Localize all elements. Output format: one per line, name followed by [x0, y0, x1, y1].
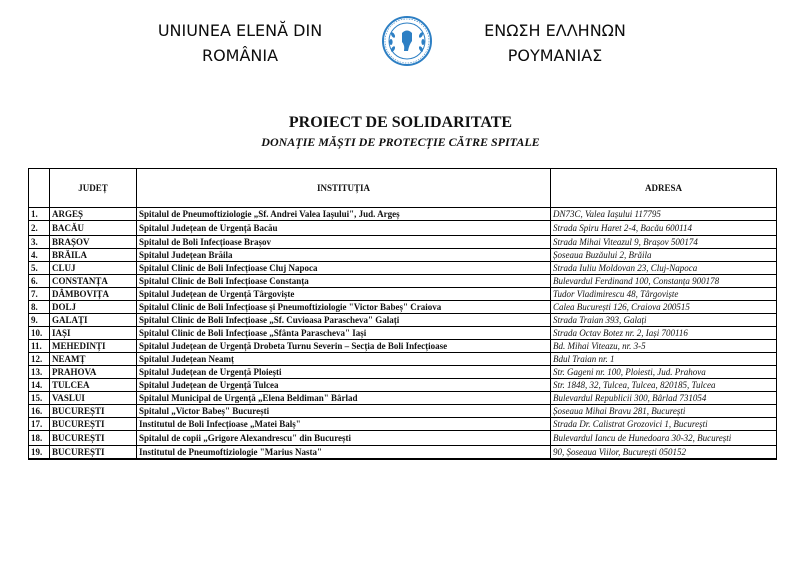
- row-judet: DÂMBOVIȚA: [50, 288, 137, 301]
- table-row: [29, 405, 777, 418]
- row-adresa: Strada Mihai Viteazul 9, Brașov 500174: [551, 236, 777, 249]
- row-institutia: Spitalul Județean Brăila: [137, 249, 551, 262]
- table-row: [29, 366, 777, 379]
- header-right-line1: ΕΝΩΣΗ ΕΛΛΗΝΩΝ: [484, 21, 626, 40]
- table-row: [29, 379, 777, 392]
- row-adresa: Șoseaua Buzăului 2, Brăila: [551, 249, 777, 262]
- row-number: 17.: [29, 418, 50, 431]
- row-institutia: Spitalul Municipal de Urgență „Elena Beldiman" Bârlad: [137, 392, 551, 405]
- table-row: [29, 236, 777, 249]
- row-judet: BACĂU: [50, 221, 137, 236]
- header-left: [140, 18, 340, 68]
- row-institutia: Spitalul de Pneumoftiziologie „Sf. Andrei Valea Iașului", Jud. Argeș: [137, 208, 551, 221]
- row-judet: IAȘI: [50, 327, 137, 340]
- row-institutia: Spitalul Clinic de Boli Infecțioase Cluj Napoca: [137, 262, 551, 275]
- row-adresa: Șoseaua Mihai Bravu 281, București: [551, 405, 777, 418]
- row-number: 7.: [29, 288, 50, 301]
- row-number: 4.: [29, 249, 50, 262]
- row-adresa: Bd. Mihai Viteazu, nr. 3-5: [551, 340, 777, 353]
- row-institutia: Spitalul Județean de Urgență Bacău: [137, 221, 551, 236]
- row-judet: ARGEȘ: [50, 208, 137, 221]
- organization-seal-logo: [381, 15, 433, 67]
- row-institutia: Spitalul Clinic de Boli Infecțioase și Pneumoftiziologie "Victor Babeș" Craiova: [137, 301, 551, 314]
- table-row: [29, 418, 777, 431]
- row-adresa: Calea București 126, Craiova 200515: [551, 301, 777, 314]
- row-number: 11.: [29, 340, 50, 353]
- row-judet: NEAMȚ: [50, 353, 137, 366]
- table-header-row: [29, 169, 777, 208]
- row-institutia: Spitalul Județean Neamț: [137, 353, 551, 366]
- row-institutia: Institutul de Boli Infecțioase „Matei Balș": [137, 418, 551, 431]
- row-number: 1.: [29, 208, 50, 221]
- table-row: [29, 208, 777, 221]
- header-right-line2: ΡΟΥΜΑΝΙΑΣ: [507, 46, 603, 65]
- row-institutia: Spitalul de copii „Grigore Alexandrescu" din București: [137, 431, 551, 446]
- row-number: 5.: [29, 262, 50, 275]
- header-left-line1: UNIUNEA ELENĂ DIN: [157, 21, 323, 40]
- row-institutia: Spitalul Județean de Urgență Ploiești: [137, 366, 551, 379]
- row-judet: CONSTANȚA: [50, 275, 137, 288]
- row-adresa: DN73C, Valea Iașului 117795: [551, 208, 777, 221]
- row-adresa: 90, Șoseaua Viilor, București 050152: [551, 446, 777, 460]
- row-adresa: Str. 1848, 32, Tulcea, Tulcea, 820185, Tulcea: [551, 379, 777, 392]
- table-row: [29, 340, 777, 353]
- row-number: 10.: [29, 327, 50, 340]
- row-judet: GALAȚI: [50, 314, 137, 327]
- row-number: 8.: [29, 301, 50, 314]
- row-adresa: Strada Dr. Calistrat Grozovici 1, București: [551, 418, 777, 431]
- header-judet: JUDEȚ: [50, 169, 137, 208]
- page-subtitle: DONAȚIE MĂȘTI DE PROTECȚIE CĂTRE SPITALE: [261, 135, 540, 149]
- table-row: [29, 431, 777, 446]
- row-adresa: Bulevardul Ferdinand 100, Constanța 900178: [551, 275, 777, 288]
- row-adresa: Bdul Traian nr. 1: [551, 353, 777, 366]
- row-number: 15.: [29, 392, 50, 405]
- row-number: 2.: [29, 221, 50, 236]
- row-adresa: Strada Iuliu Moldovan 23, Cluj-Napoca: [551, 262, 777, 275]
- row-judet: PRAHOVA: [50, 366, 137, 379]
- header-number: [29, 169, 50, 208]
- row-adresa: Tudor Vladimirescu 48, Târgoviște: [551, 288, 777, 301]
- table-row: [29, 249, 777, 262]
- row-institutia: Spitalul de Boli Infecțioase Brașov: [137, 236, 551, 249]
- row-institutia: Spitalul Județean de Urgență Drobeta Turnu Severin – Secția de Boli Infecțioase: [137, 340, 551, 353]
- hospitals-table: [28, 168, 777, 460]
- row-adresa: Str. Gageni nr. 100, Ploiesti, Jud. Prahova: [551, 366, 777, 379]
- header-right: [455, 18, 655, 68]
- row-adresa: Bulevardul Republicii 300, Bârlad 731054: [551, 392, 777, 405]
- row-number: 16.: [29, 405, 50, 418]
- row-institutia: Spitalul Clinic de Boli Infecțioase „Sfânta Parascheva" Iași: [137, 327, 551, 340]
- table-row: [29, 262, 777, 275]
- table-row: [29, 446, 777, 460]
- page-title: PROIECT DE SOLIDARITATE: [288, 114, 513, 131]
- table-row: [29, 275, 777, 288]
- row-judet: CLUJ: [50, 262, 137, 275]
- row-institutia: Spitalul „Victor Babeș" București: [137, 405, 551, 418]
- row-institutia: Spitalul Județean de Urgență Tulcea: [137, 379, 551, 392]
- row-institutia: Spitalul Clinic de Boli Infecțioase Constanța: [137, 275, 551, 288]
- row-judet: BUCUREȘTI: [50, 405, 137, 418]
- row-adresa: Strada Spiru Haret 2-4, Bacău 600114: [551, 221, 777, 236]
- header-adresa: ADRESA: [551, 169, 777, 208]
- row-institutia: Spitalul Clinic de Boli Infecțioase „Sf. Cuvioasa Parascheva" Galați: [137, 314, 551, 327]
- table-row: [29, 353, 777, 366]
- row-judet: TULCEA: [50, 379, 137, 392]
- row-institutia: Institutul de Pneumoftiziologie "Marius Nasta": [137, 446, 551, 460]
- row-judet: VASLUI: [50, 392, 137, 405]
- row-number: 12.: [29, 353, 50, 366]
- row-number: 9.: [29, 314, 50, 327]
- header-institutia: INSTITUȚIA: [137, 169, 551, 208]
- row-judet: DOLJ: [50, 301, 137, 314]
- row-number: 3.: [29, 236, 50, 249]
- table-row: [29, 327, 777, 340]
- row-number: 14.: [29, 379, 50, 392]
- row-number: 18.: [29, 431, 50, 446]
- table-row: [29, 288, 777, 301]
- row-institutia: Spitalul Județean de Urgență Târgoviște: [137, 288, 551, 301]
- row-judet: BRĂILA: [50, 249, 137, 262]
- row-adresa: Strada Traian 393, Galați: [551, 314, 777, 327]
- row-judet: BRAȘOV: [50, 236, 137, 249]
- row-judet: BUCUREȘTI: [50, 418, 137, 431]
- row-judet: MEHEDINȚI: [50, 340, 137, 353]
- row-number: 6.: [29, 275, 50, 288]
- header-left-line2: ROMÂNIA: [201, 46, 279, 65]
- row-number: 19.: [29, 446, 50, 460]
- row-judet: BUCUREȘTI: [50, 431, 137, 446]
- table-row: [29, 301, 777, 314]
- table-row: [29, 221, 777, 236]
- row-judet: BUCUREȘTI: [50, 446, 137, 460]
- row-adresa: Bulevardul Iancu de Hunedoara 30-32, București: [551, 431, 777, 446]
- table-row: [29, 314, 777, 327]
- row-adresa: Strada Octav Botez nr. 2, Iași 700116: [551, 327, 777, 340]
- table-row: [29, 392, 777, 405]
- row-number: 13.: [29, 366, 50, 379]
